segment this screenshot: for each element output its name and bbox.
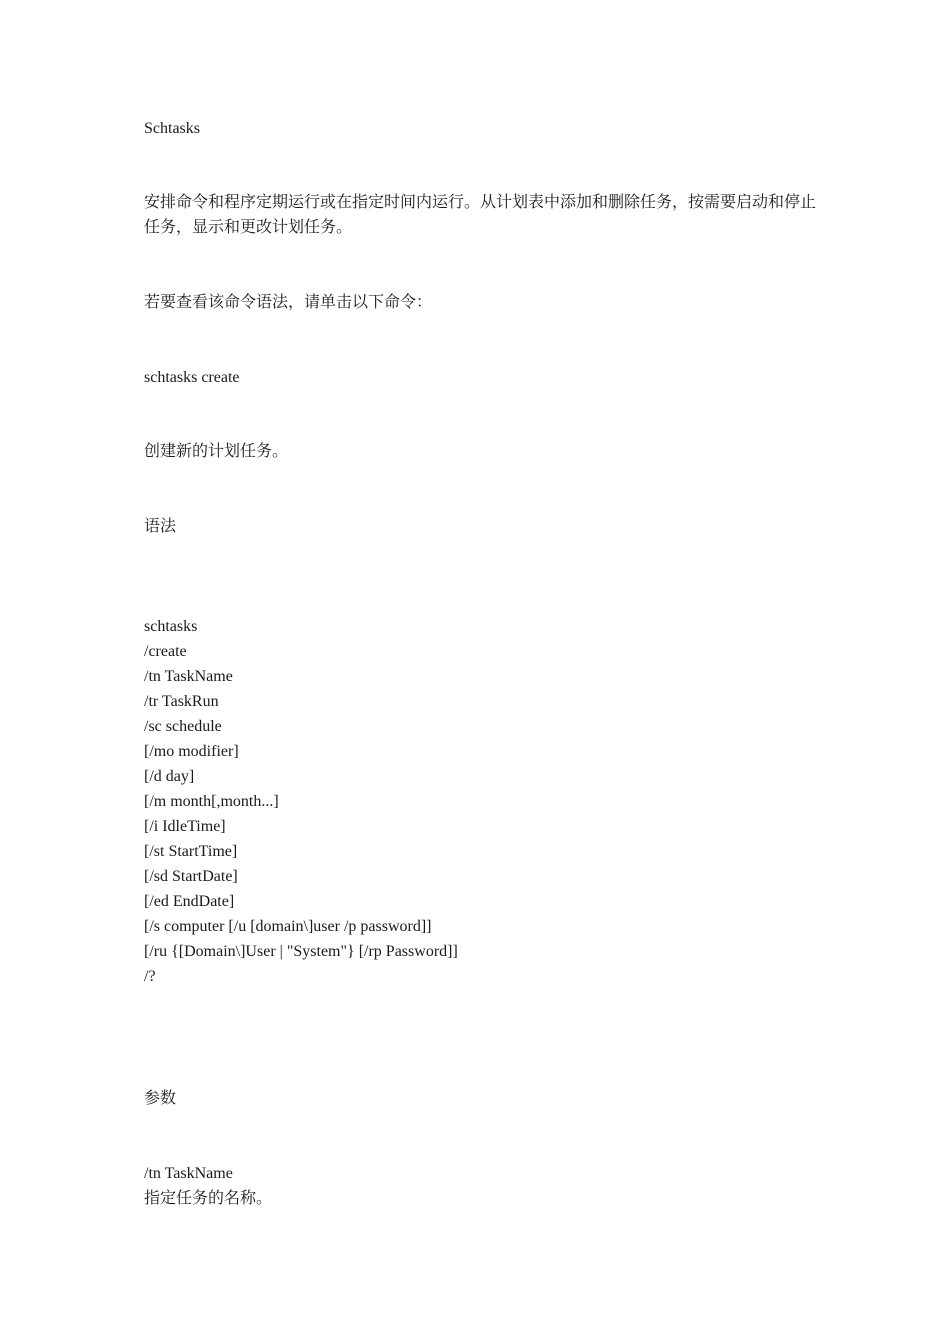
syntax-line: [/sd StartDate] xyxy=(144,868,238,885)
doc-title: Schtasks xyxy=(144,120,200,137)
syntax-line: /? xyxy=(144,968,156,985)
syntax-line: /tn TaskName xyxy=(144,668,233,685)
syntax-line: schtasks xyxy=(144,618,198,635)
syntax-line: [/s computer [/u [domain\]user /p password]] xyxy=(144,918,432,935)
param-tn-description: 指定任务的名称。 xyxy=(144,1190,273,1207)
syntax-line: [/ru {[Domain\]User | "System"} [/rp Password]] xyxy=(144,943,458,960)
syntax-line: [/ed EndDate] xyxy=(144,893,235,910)
syntax-line: [/mo modifier] xyxy=(144,743,239,760)
syntax-line: /create xyxy=(144,643,187,660)
syntax-line: [/m month[,month...] xyxy=(144,793,279,810)
syntax-line: [/d day] xyxy=(144,768,195,785)
see-syntax-text: 若要查看该命令语法，请单击以下命令： xyxy=(144,294,433,311)
syntax-line: [/i IdleTime] xyxy=(144,818,226,835)
syntax-line: /sc schedule xyxy=(144,718,222,735)
params-heading: 参数 xyxy=(144,1090,177,1107)
syntax-line: [/st StartTime] xyxy=(144,843,238,860)
command-description: 创建新的计划任务。 xyxy=(144,443,289,460)
syntax-heading: 语法 xyxy=(144,518,177,535)
syntax-block xyxy=(144,614,458,989)
command-name: schtasks create xyxy=(144,369,240,386)
param-tn-name: /tn TaskName xyxy=(144,1165,233,1182)
syntax-line: /tr TaskRun xyxy=(144,693,219,710)
intro-paragraph: 安排命令和程序定期运行或在指定时间内运行。从计划表中添加和删除任务，按需要启动和停止任务，显示和更改计划任务。 xyxy=(144,194,817,236)
